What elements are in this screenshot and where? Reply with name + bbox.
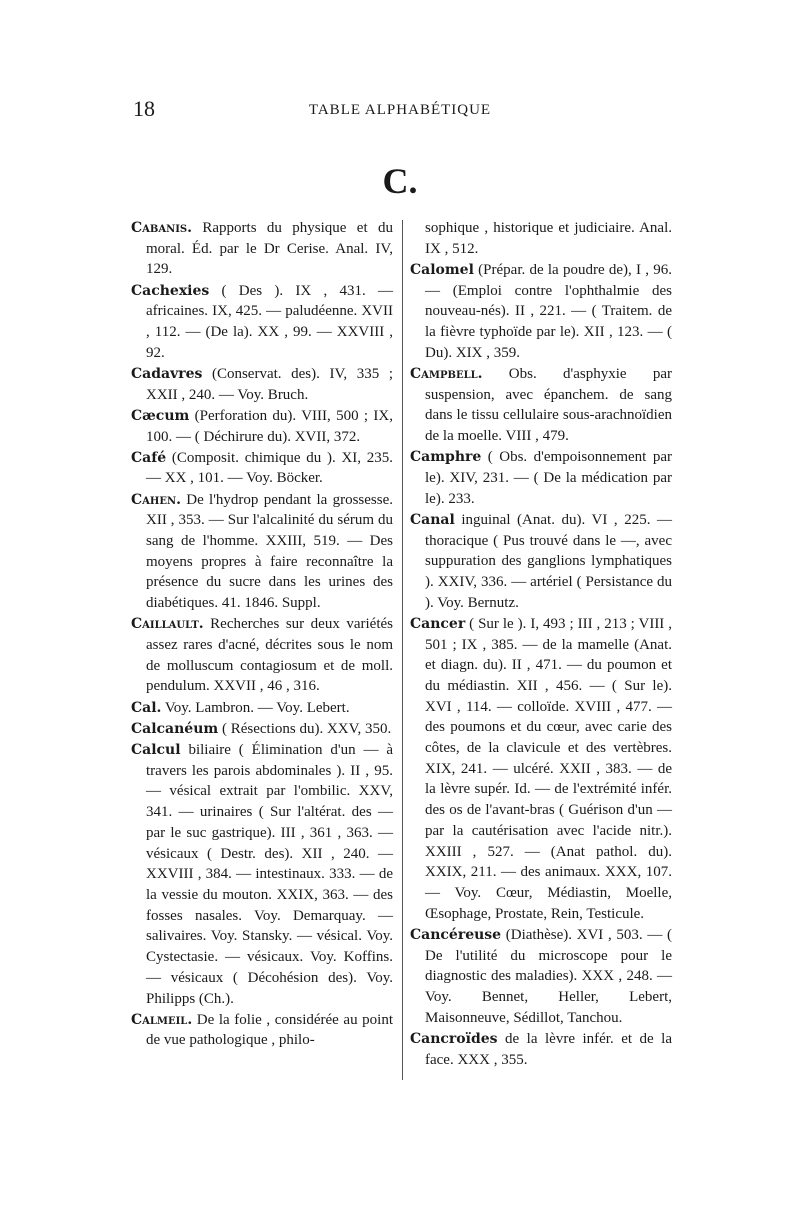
index-entry <box>410 1029 672 1070</box>
entry-text: Rapports du physique et du moral. Éd. par le Dr Cerise. Anal. IV, 129. <box>146 220 393 278</box>
entry-headword: Café <box>131 449 167 466</box>
entry-text: De la folie , considérée au point de vue pathologique , philo- <box>146 1011 393 1049</box>
page-number: 18 <box>133 96 155 121</box>
entry-text: de la lèvre infér. et de la face. XXX , 355. <box>425 1030 672 1068</box>
entry-headword: Cadavres <box>131 365 203 382</box>
index-entry <box>410 260 672 364</box>
index-entry <box>410 614 672 925</box>
index-entry <box>131 406 393 447</box>
entry-headword: Caillault. <box>131 616 204 633</box>
entry-text: ( Obs. d'empoisonnement par le). XIV, 231. — ( De la médication par le). 233. <box>425 449 672 507</box>
running-title: TABLE ALPHABÉTIQUE <box>308 102 492 118</box>
entry-text: ( Résections du). XXV, 350. <box>218 720 392 737</box>
entry-text: De l'hydrop pendant la grossesse. XII , 353. — Sur l'alcalinité du sérum du sang de l'homme. XXIII, 519. — Des moyens propres à faire reconnaître la présence du sucre dans les urines des diabétiques. 41. 1846. Suppl. <box>146 491 393 612</box>
column-divider <box>402 220 403 1080</box>
entry-text: Recherches sur deux variétés assez rares d'acné, décrites sous le nom de molluscum contagiosum et de moll. pendulum. XXVII , 46 , 316. <box>146 616 393 695</box>
entry-headword: Camphre <box>410 449 482 466</box>
entry-text: (Prépar. de la poudre de), I , 96. — (Emploi contre l'ophthalmie des nouveau-nés). II , 221. — ( Traitem. de la fièvre typhoïde par le). XII , 123. — ( Du). XIX , 359. <box>425 261 672 361</box>
entry-headword: Calcul <box>131 742 181 759</box>
entry-headword: Cancer <box>410 615 466 632</box>
index-entry <box>131 698 393 719</box>
index-entry <box>131 364 393 405</box>
section-letter: C. <box>382 161 418 201</box>
index-entry <box>410 925 672 1029</box>
entry-headword: Canal <box>410 511 455 528</box>
entry-headword: Cal. <box>131 699 162 716</box>
index-entry <box>131 1010 393 1051</box>
entry-headword: Cachexies <box>131 282 210 299</box>
entry-text: (Conservat. des). IV, 335 ; XXII , 240. — Voy. Bruch. <box>146 365 393 403</box>
entry-headword: Campbell. <box>410 365 483 382</box>
entry-text: (Perforation du). VIII, 500 ; IX, 100. — ( Déchirure du). XVII, 372. <box>146 407 393 445</box>
index-entry <box>410 447 672 509</box>
entry-text: biliaire ( Élimination d'un — à travers les parois abdominales ). II , 95. — vésical extrait par l'ombilic. XXV, 341. — urinaires ( Sur l'altérat. des — par le suc gastrique). III , 361 , 363. — vésicaux ( Destr. des). XII , 240. — XXVIII , 384. — intestinaux. 333. — de la vessie du mouton. XXIX, 363. — des fosses nasales. Voy. Demarquay. — salivaires. Voy. Stansky. — vésical. Voy. Cystectasie. — vésicaux. Voy. Koffins. — vésicaux ( Décohésion des). Voy. Philipps (Ch.). <box>146 742 393 1007</box>
entry-text: ( Sur le ). I, 493 ; III , 213 ; VIII , 501 ; IX , 385. — de la mamelle (Anat. et diagn. du). II , 471. — du poumon et du médiastin. XII , 456. — ( Sur le). XVI , 114. — colloïde. XVIII , 477. — des poumons et du cœur, avec carie des côtes, de la clavicule et des vertèbres. XIX, 241. — ulcéré. XXII , 383. — de la lèvre supér. Id. — de l'extrémité infér. des os de l'avant-bras ( Guérison d'un — par la cautérisation avec l'acide nitr.). XXIII , 527. — (Anat pathol. du). XXIX, 211. — des animaux. XXX, 107. — Voy. Cœur, Médiastin, Moelle, Œsophage, Prostate, Rein, Testicule. <box>425 615 672 922</box>
entry-text: Obs. d'asphyxie par suspension, avec épanchem. de sang dans le tissu cellulaire sous-arachnoïdien de la moelle. VIII , 479. <box>425 365 672 445</box>
index-entry <box>131 719 393 740</box>
right-column <box>410 218 672 1071</box>
index-entry <box>410 510 672 614</box>
entry-headword: Cancéreuse <box>410 926 502 943</box>
entry-headword: Calcanéum <box>131 720 219 737</box>
page-header <box>0 96 800 126</box>
entry-continuation: sophique , historique et judiciaire. Anal. IX , 512. <box>425 220 672 257</box>
entry-headword: Calmeil. <box>131 1011 193 1028</box>
entry-headword: Cæcum <box>131 407 190 424</box>
entry-headword: Calomel <box>410 261 474 278</box>
index-entry <box>131 490 393 614</box>
index-entry <box>131 614 393 697</box>
entry-headword: Cabanis. <box>131 220 193 236</box>
entry-text: inguinal (Anat. du). VI , 225. — thoracique ( Pus trouvé dans le —, avec suppuration des ganglions lymphatiques ). XXIV, 336. — artériel ( Persistance du ). Voy. Bernutz. <box>425 511 672 611</box>
index-entry <box>131 740 393 1009</box>
index-entry <box>410 364 672 447</box>
index-entry <box>131 218 393 280</box>
entry-text: (Diathèse). XVI , 503. — ( De l'utilité du microscope pour le diagnostic des maladies). XXX , 248. — Voy. Bennet, Heller, Lebert, Maisonneuve, Sédillot, Tanchou. <box>425 926 672 1026</box>
entry-headword: Cancroïdes <box>410 1030 498 1047</box>
entry-text: Voy. Lambron. — Voy. Lebert. <box>161 699 350 716</box>
entry-text: ( Des ). IX , 431. — africaines. IX, 425. — paludéenne. XVII , 112. — (De la). XX , 99. — XXVIII , 92. <box>146 282 393 361</box>
left-column <box>131 218 393 1052</box>
entry-headword: Cahen. <box>131 491 181 508</box>
index-entry <box>131 281 393 364</box>
entry-text: (Composit. chimique du ). XI, 235. — XX , 101. — Voy. Böcker. <box>146 449 393 487</box>
index-entry <box>131 448 393 489</box>
